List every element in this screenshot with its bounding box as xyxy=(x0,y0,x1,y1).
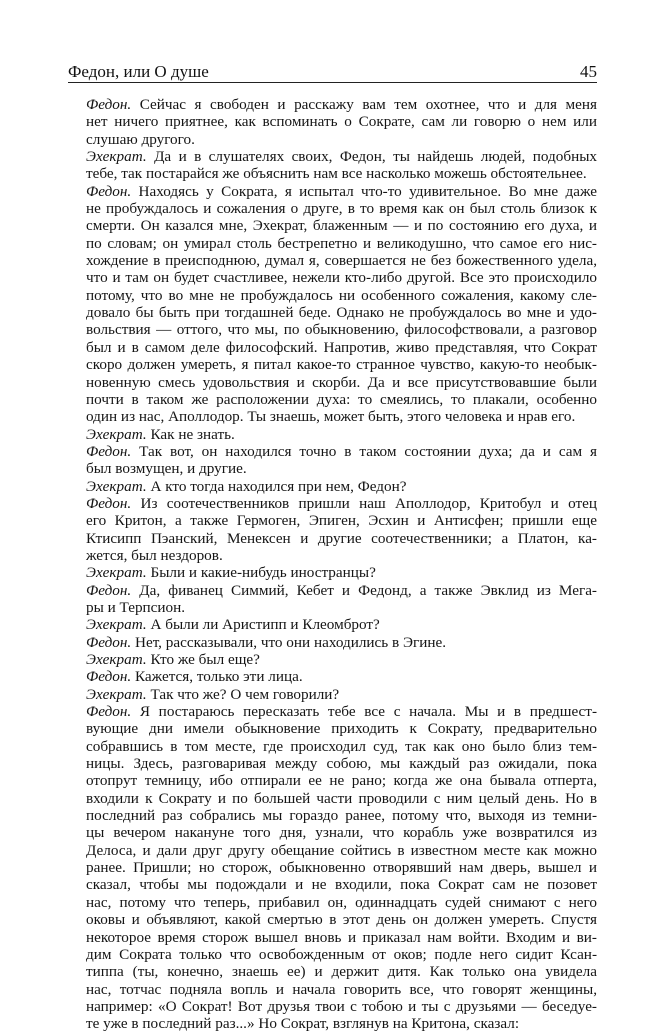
line-text: скоро должен умереть, я питал какое-то странное чувство, какую-то необык- xyxy=(86,356,597,374)
line-text: сказал, чтобы мы подождали и не входили, пока Сократ сам не позовет xyxy=(86,876,597,894)
text-line xyxy=(68,616,597,633)
text-line xyxy=(68,772,597,789)
dialogue-paragraph xyxy=(68,703,597,1033)
line-text: отопрут темницу, ибо отпирали ее не рано; когда же она бывала отперта, xyxy=(86,772,597,790)
text-line xyxy=(68,183,597,200)
text-line xyxy=(68,530,597,547)
speaker-name: Эхекрат. xyxy=(86,651,147,668)
text-line xyxy=(68,686,597,703)
line-text: нас, потому что теперь, прибавил он, одиннадцать судей снимают с него xyxy=(86,893,597,911)
dialogue-paragraph xyxy=(68,478,597,495)
line-text: Да и в слушателях своих, Федон, ты найдешь людей, подобных xyxy=(146,148,597,166)
line-text: ранее. Пришли; но сторож, обыкновенно отворявший нам дверь, вышел и xyxy=(86,859,597,877)
line-text: дим Сократа только что освобожденным от оков; подле него сидит Ксан- xyxy=(86,945,597,963)
text-line xyxy=(68,564,597,581)
dialogue-paragraph xyxy=(68,616,597,633)
line-text: Нет, рассказывали, что они находились в Эгине. xyxy=(131,633,447,651)
text-line xyxy=(68,582,597,599)
line-text: ры и Терпсион. xyxy=(86,598,186,616)
text-line xyxy=(68,235,597,252)
line-text: Я постараюсь пересказать тебе все с начала. Мы и в предшест- xyxy=(131,703,597,721)
speaker-name: Федон. xyxy=(86,96,132,113)
text-line xyxy=(68,651,597,668)
line-text: оковы и объявляют, какой смертью в этот день он должен умереть. Спустя xyxy=(86,911,597,929)
line-text: потому, что во мне не пробуждалось ни особенного сожаления, какому сле- xyxy=(86,286,597,304)
text-line xyxy=(68,998,597,1015)
text-line xyxy=(68,547,597,564)
text-line xyxy=(68,339,597,356)
text-line xyxy=(68,807,597,824)
text-line xyxy=(68,217,597,234)
line-text: ницы. Здесь, разговаривая между собою, мы каждый раз ожидали, пока xyxy=(86,755,597,773)
line-text: входили к Сократу и по большей части проводили с ним целый день. Но в xyxy=(86,789,597,807)
text-line xyxy=(68,668,597,685)
dialogue-paragraph xyxy=(68,495,597,564)
speaker-name: Эхекрат. xyxy=(86,564,147,582)
line-text: Были и какие-нибудь иностранцы? xyxy=(146,564,376,582)
text-line xyxy=(68,304,597,321)
speaker-name: Федон. xyxy=(86,668,132,686)
line-text: был и в самом деле философский. Напротив, живо представляя, что Сократ xyxy=(86,338,597,356)
line-text: А кто тогда находился при нем, Федон? xyxy=(146,477,407,495)
text-line xyxy=(68,824,597,841)
text-line xyxy=(68,443,597,460)
dialogue-paragraph xyxy=(68,651,597,668)
line-text: те уже в последний раз...» Но Сократ, взглянув на Критона, сказал: xyxy=(86,1015,520,1033)
text-line xyxy=(68,131,597,148)
text-line xyxy=(68,512,597,529)
line-text: последний раз собрались мы гораздо ранее, потому что, выходя из темни- xyxy=(86,807,597,825)
text-line xyxy=(68,929,597,946)
text-line xyxy=(68,894,597,911)
line-text: например: «О Сократ! Вот друзья твои с тобою и ты с друзьями — беседуе- xyxy=(86,997,597,1015)
text-line xyxy=(68,876,597,893)
text-line xyxy=(68,859,597,876)
speaker-name: Федон. xyxy=(86,633,132,651)
dialogue-paragraph xyxy=(68,564,597,581)
text-line xyxy=(68,391,597,408)
text-line xyxy=(68,790,597,807)
running-title: Федон, или О душе xyxy=(68,62,209,81)
text-line xyxy=(68,460,597,477)
text-line xyxy=(68,426,597,443)
line-text: тебе, так постарайся же объяснить нам все насколько можешь обстоятельнее. xyxy=(86,165,587,183)
text-line xyxy=(68,755,597,772)
speaker-name: Федон. xyxy=(86,703,132,721)
speaker-name: Эхекрат. xyxy=(86,425,147,443)
dialogue-text xyxy=(68,96,597,1033)
dialogue-paragraph xyxy=(68,686,597,703)
line-text: вольствия — оттого, что мы, по обыкновению, философствовали, а разговор xyxy=(86,321,597,339)
text-line xyxy=(68,200,597,217)
line-text: один из нас, Аполлодор. Ты знаешь, может быть, этого человека и нрав его. xyxy=(86,408,576,426)
line-text: смерти. Он казался мне, Эхекрат, блаженным — и по состоянию его духа, и xyxy=(86,217,597,235)
line-text: довало бы быть при тогдашней беде. Однако не пробуждалось во мне и удо- xyxy=(86,304,597,322)
line-text: не пробуждалось и сожаления о друге, в то время как он был столь близок к xyxy=(86,200,597,218)
line-text: вующие дни имели обыкновение приходить к Сократу, предварительно xyxy=(86,720,597,738)
line-text: новенную смесь удовольствия и скорби. Да и все присутствовавшие были xyxy=(86,373,597,391)
text-line xyxy=(68,374,597,391)
line-text: что и там он будет счастливее, нежели кто-либо другой. Все это происходило xyxy=(86,269,597,287)
header-rule xyxy=(68,82,597,83)
line-text: Кто же был еще? xyxy=(146,651,260,668)
line-text: его Критон, а также Гермоген, Эпиген, Эсхин и Антисфен; пришли еще xyxy=(86,512,597,530)
text-line xyxy=(68,356,597,373)
text-line xyxy=(68,963,597,980)
text-line xyxy=(68,720,597,737)
dialogue-paragraph xyxy=(68,96,597,148)
line-text: нас, тотчас подняла вопль и начала говорить все, что говорят женщины, xyxy=(86,980,597,998)
running-header xyxy=(68,58,597,82)
text-line xyxy=(68,842,597,859)
speaker-name: Эхекрат. xyxy=(86,616,147,634)
line-text: типпа (ты, конечно, знаешь ее) и держит дитя. Как только она увидела xyxy=(86,963,597,981)
line-text: Да, фиванец Симмий, Кебет и Федонд, а также Эвклид из Мега- xyxy=(131,581,597,599)
line-text: хождение в преисподнюю, думал я, совершается не без божественного удела, xyxy=(86,252,597,270)
line-text: цы вечером накануне того дня, узнали, что корабль уже возвратился из xyxy=(86,824,597,842)
line-text: А были ли Аристипп и Клеомброт? xyxy=(146,616,380,634)
text-line xyxy=(68,495,597,512)
text-line xyxy=(68,946,597,963)
line-text: Так вот, он находился точно в таком состоянии духа; да и сам я xyxy=(131,442,597,460)
speaker-name: Эхекрат. xyxy=(86,148,147,166)
text-line xyxy=(68,634,597,651)
text-line xyxy=(68,478,597,495)
text-line xyxy=(68,252,597,269)
dialogue-paragraph xyxy=(68,582,597,617)
page-number: 45 xyxy=(580,62,597,81)
line-text: жется, был нездоров. xyxy=(86,546,223,564)
dialogue-paragraph xyxy=(68,148,597,183)
text-line xyxy=(68,269,597,286)
text-line xyxy=(68,703,597,720)
line-text: был возмущен, и другие. xyxy=(86,460,247,478)
line-text: некоторое время сторож вышел вновь и приказал нам войти. Входим и ви- xyxy=(86,928,597,946)
text-line xyxy=(68,287,597,304)
speaker-name: Эхекрат. xyxy=(86,477,147,495)
text-line xyxy=(68,113,597,130)
line-text: Ктисипп Пэанский, Менексен и другие соотечественники; а Платон, ка- xyxy=(86,529,597,547)
text-line xyxy=(68,738,597,755)
line-text: Находясь у Сократа, я испытал что-то удивительное. Во мне даже xyxy=(131,182,597,200)
dialogue-paragraph xyxy=(68,634,597,651)
speaker-name: Федон. xyxy=(86,581,132,599)
text-line xyxy=(68,911,597,928)
text-line xyxy=(68,321,597,338)
text-line xyxy=(68,96,597,113)
text-line xyxy=(68,599,597,616)
line-text: почти в таком же расположении духа: то смеялись, то плакали, особенно xyxy=(86,390,597,408)
line-text: слушаю другого. xyxy=(86,130,195,148)
dialogue-paragraph xyxy=(68,426,597,443)
line-text: Сейчас я свободен и расскажу вам тем охотнее, что и для меня xyxy=(131,96,597,113)
line-text: собравшись в том месте, где происходил суд, так как оно было близ тем- xyxy=(86,737,597,755)
line-text: Кажется, только эти лица. xyxy=(131,668,303,686)
line-text: Так что же? О чем говорили? xyxy=(146,685,340,703)
speaker-name: Эхекрат. xyxy=(86,685,147,703)
line-text: Как не знать. xyxy=(146,425,235,443)
dialogue-paragraph xyxy=(68,668,597,685)
speaker-name: Федон. xyxy=(86,442,132,460)
text-line xyxy=(68,1015,597,1032)
text-line xyxy=(68,165,597,182)
text-line xyxy=(68,981,597,998)
text-line xyxy=(68,148,597,165)
speaker-name: Федон. xyxy=(86,182,132,200)
speaker-name: Федон. xyxy=(86,494,132,512)
dialogue-paragraph xyxy=(68,443,597,478)
line-text: Делоса, и дали друг другу обещание сойтись в известном месте как можно xyxy=(86,841,597,859)
line-text: Из соотечественников пришли наш Аполлодор, Критобул и отец xyxy=(131,494,597,512)
dialogue-paragraph xyxy=(68,183,597,426)
line-text: по словам; он умирал столь бестрепетно и великодушно, что самое его нис- xyxy=(86,234,597,252)
line-text: нет ничего приятнее, как вспоминать о Сократе, сам ли говорю о нем или xyxy=(86,113,597,131)
text-line xyxy=(68,408,597,425)
